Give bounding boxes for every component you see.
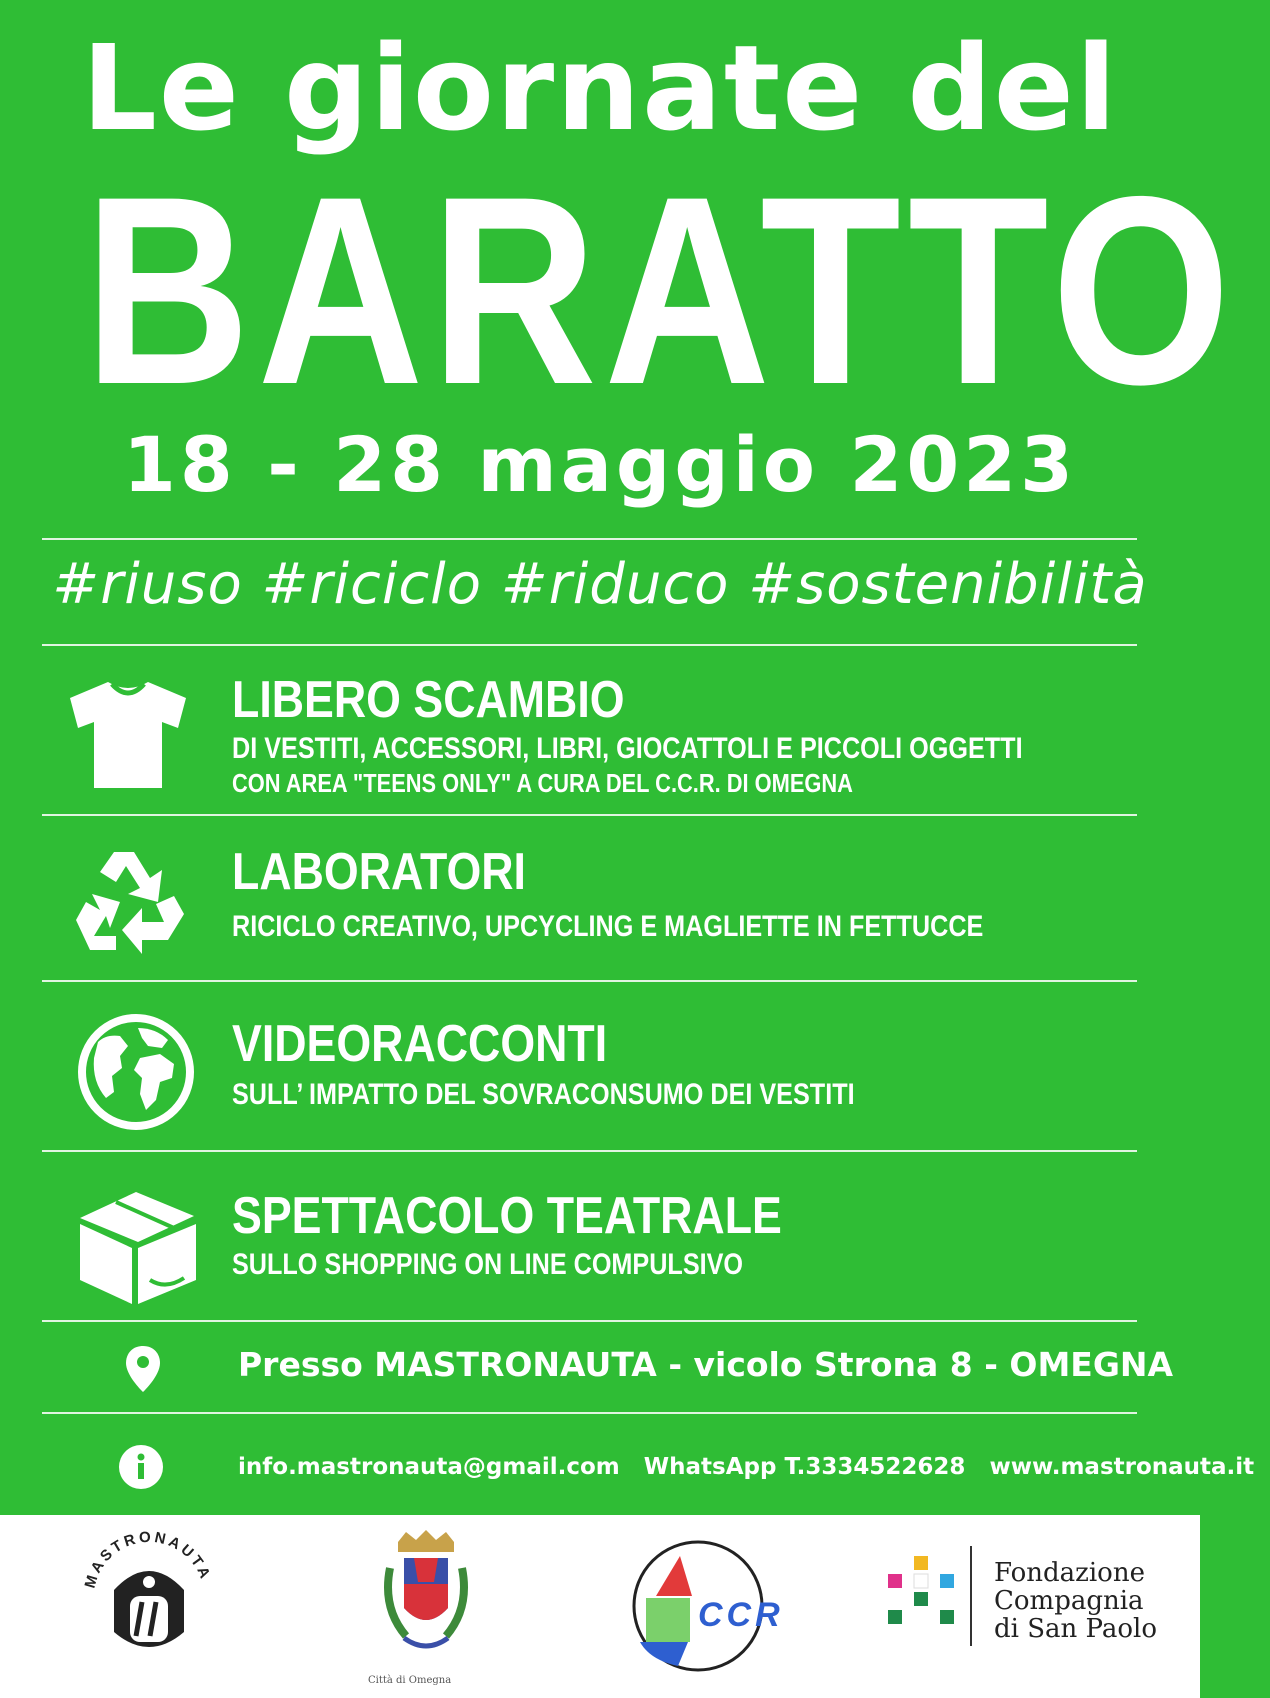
website-link[interactable]: www.mastronauta.it (989, 1454, 1255, 1480)
whatsapp-number: WhatsApp T.3334522628 (643, 1454, 966, 1480)
divider (42, 1320, 1137, 1322)
mastronauta-logo-text: MASTRONAUTA (81, 1528, 215, 1591)
activity-title: VIDEORACCONTI (232, 1015, 608, 1073)
package-icon (76, 1184, 200, 1308)
fondazione-mosaic-icon (888, 1556, 958, 1628)
activity-title: LABORATORI (232, 843, 526, 901)
mastronauta-logo (74, 1522, 224, 1672)
recycle-icon (70, 844, 190, 956)
divider (42, 814, 1137, 816)
hashtags: #riuso #riciclo #riduco #sostenibilità (52, 552, 1148, 617)
divider (42, 538, 1137, 540)
divider (42, 1412, 1137, 1414)
divider (42, 644, 1137, 646)
title-line-1: Le giornate del (81, 19, 1119, 157)
map-pin-icon (124, 1344, 162, 1394)
activity-laboratori (0, 834, 1200, 974)
activity-spettacolo (0, 1170, 1200, 1320)
ccr-logo-text: CCR (698, 1596, 784, 1634)
tshirt-icon (66, 676, 190, 792)
event-dates: 18 - 28 maggio 2023 (123, 420, 1077, 509)
globe-icon (76, 1012, 196, 1132)
divider (42, 980, 1137, 982)
ccr-logo (628, 1536, 784, 1676)
activity-subtitle: CON AREA "TEENS ONLY" A CURA DEL C.C.R. DI OMEGNA (232, 768, 853, 798)
divider (42, 1150, 1137, 1152)
omegna-coat-of-arms (376, 1528, 476, 1668)
activity-videoracconti (0, 1000, 1200, 1150)
activity-subtitle: RICICLO CREATIVO, UPCYCLING E MAGLIETTE IN FETTUCCE (232, 910, 984, 943)
email-link[interactable]: info.mastronauta@gmail.com (238, 1454, 620, 1480)
activity-libero-scambio (0, 664, 1200, 814)
fondazione-name: Fondazione Compagnia di San Paolo (994, 1558, 1157, 1644)
info-icon (118, 1444, 164, 1490)
location-text: Presso MASTRONAUTA - vicolo Strona 8 - OMEGNA (238, 1345, 1174, 1384)
activity-title: LIBERO SCAMBIO (232, 671, 625, 729)
title-baratto: BARATTO (84, 140, 1238, 440)
activity-subtitle: SULL’ IMPATTO DEL SOVRACONSUMO DEI VESTITI (232, 1078, 855, 1111)
activity-subtitle: SULLO SHOPPING ON LINE COMPULSIVO (232, 1248, 744, 1281)
activity-subtitle: DI VESTITI, ACCESSORI, LIBRI, GIOCATTOLI E PICCOLI OGGETTI (232, 732, 1023, 765)
contacts-line (238, 1452, 1270, 1482)
activity-title: SPETTACOLO TEATRALE (232, 1187, 782, 1245)
fondazione-divider (970, 1546, 972, 1646)
city-caption: Città di Omegna (368, 1675, 452, 1686)
